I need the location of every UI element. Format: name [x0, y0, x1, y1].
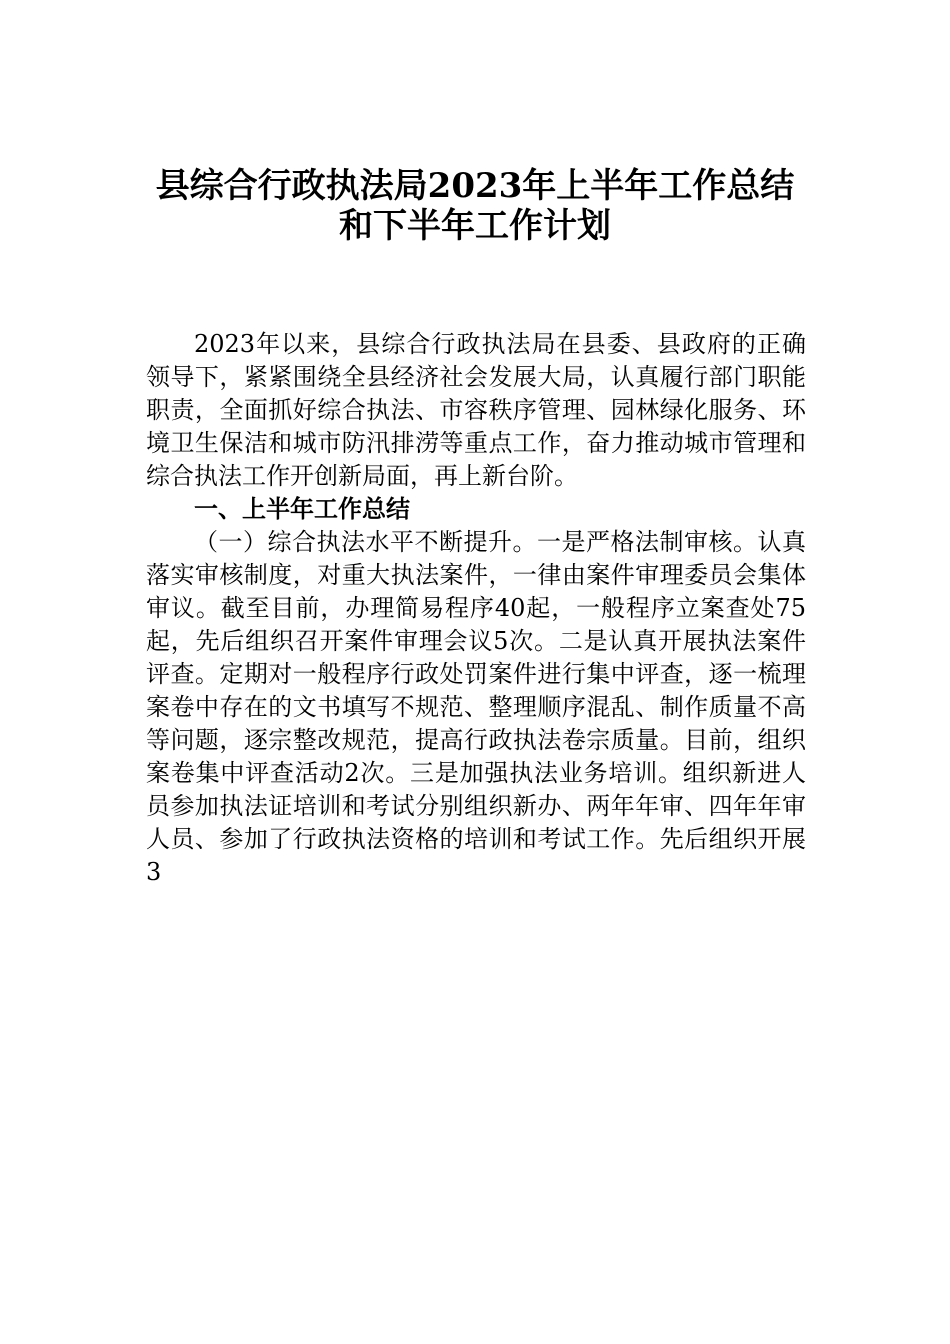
document-body [146, 328, 806, 889]
section-paragraph-law-enforcement: （一）综合执法水平不断提升。一是严格法制审核。认真落实审核制度，对重大执法案件，一律由案件审理委员会集体审议。截至目前，办理简易程序40起，一般程序立案查处75起，先后组织召开案件审理会议5次。二是认真开展执法案件评查。定期对一般程序行政处罚案件进行集中评查，逐一梳理案卷中存在的文书填写不规范、整理顺序混乱、制作质量不高等问题，逐宗整改规范，提高行政执法卷宗质量。目前，组织案卷集中评查活动2次。三是加强执法业务培训。组织新进人员参加执法证培训和考试分别组织新办、两年年审、四年年审人员、参加了行政执法资格的培训和考试工作。先后组织开展3 [146, 528, 806, 886]
document-title-line-2: 和下半年工作计划 [339, 206, 611, 246]
intro-paragraph: 2023年以来，县综合行政执法局在县委、县政府的正确领导下，紧紧围绕全县经济社会发展大局，认真履行部门职能职责，全面抓好综合执法、市容秩序管理、园林绿化服务、环境卫生保洁和城市防汛排涝等重点工作，奋力推动城市管理和综合执法工作开创新局面，再上新台阶。 [146, 330, 806, 490]
section-heading-first-half-summary: 一、上半年工作总结 [194, 495, 410, 523]
document-title-line-1: 县综合行政执法局2023年上半年工作总结 [155, 166, 795, 206]
